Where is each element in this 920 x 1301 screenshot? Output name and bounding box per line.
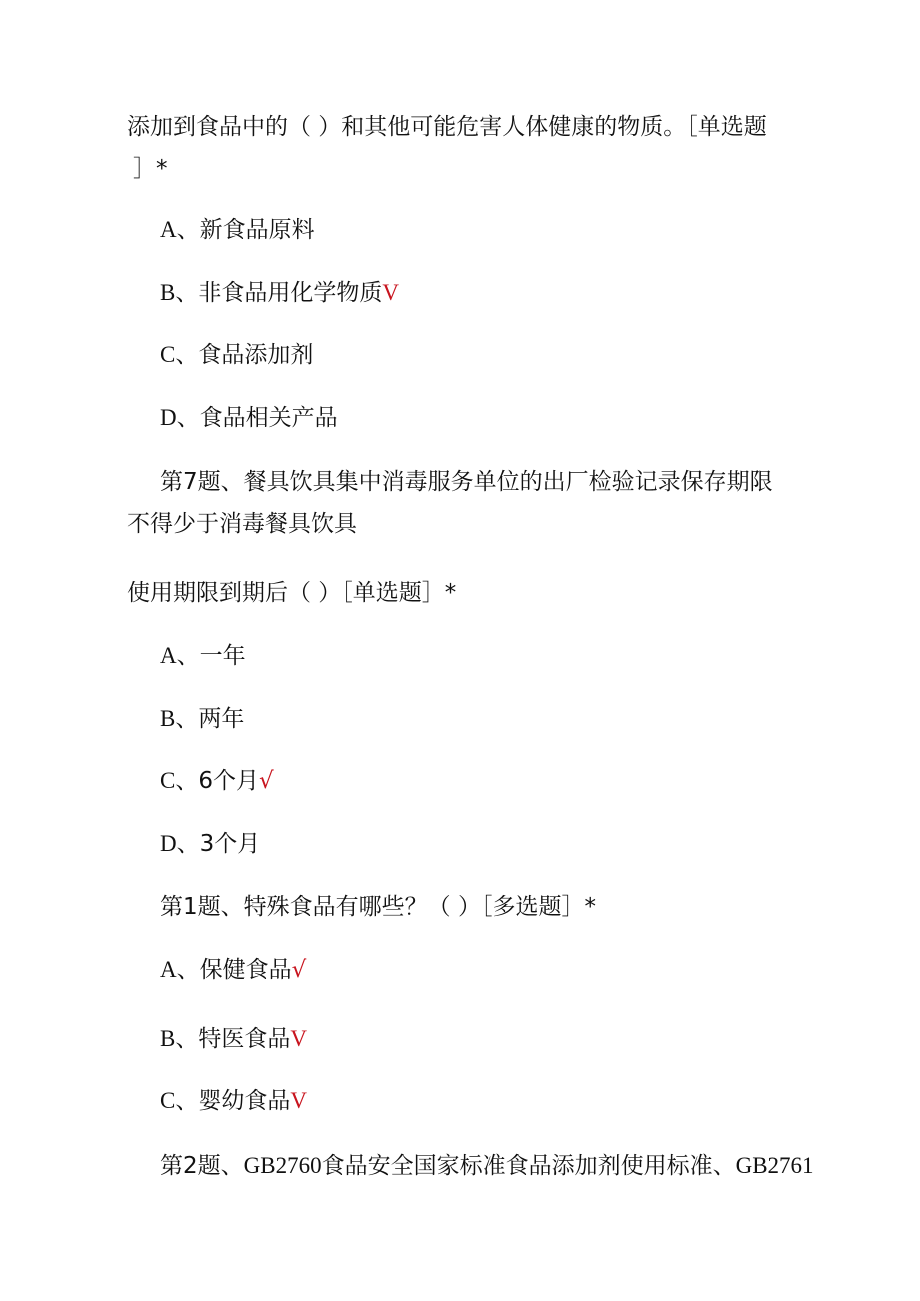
option-a xyxy=(160,641,246,671)
option-c xyxy=(160,1086,307,1116)
option-text: 婴幼食品 xyxy=(198,1088,291,1114)
question-stem-line xyxy=(160,892,596,922)
option-letter: B、 xyxy=(160,280,199,305)
answer-mark: V xyxy=(382,280,399,305)
answer-mark: √ xyxy=(258,768,274,794)
option-c xyxy=(160,766,274,796)
option-b xyxy=(160,278,399,308)
question-stem-line: 不得少于消毒餐具饮具 xyxy=(127,511,357,537)
question-stem-line xyxy=(160,467,773,497)
question-stem-line xyxy=(160,1151,814,1181)
option-letter: D、 xyxy=(160,405,200,430)
option-text: 食品相关产品 xyxy=(199,405,338,431)
option-letter: A、 xyxy=(160,643,200,668)
option-text: 非食品用化学物质 xyxy=(198,280,383,306)
option-letter: C、 xyxy=(160,342,199,367)
option-d xyxy=(160,403,338,433)
option-letter: C、 xyxy=(160,768,199,793)
question-stem-text: 食品安全国家标准食品添加剂使用标准 xyxy=(321,1153,713,1179)
answer-mark: V xyxy=(290,1026,307,1051)
option-letter: D、 xyxy=(160,831,200,856)
question-number: 第7题 xyxy=(160,469,221,495)
option-text: 食品添加剂 xyxy=(198,342,314,368)
option-text: 6个月 xyxy=(198,768,259,794)
option-letter: B、 xyxy=(160,706,199,731)
question-stem-line: 添加到食品中的（ ）和其他可能危害人体健康的物质。［单选题 xyxy=(127,114,767,140)
option-b xyxy=(160,704,244,734)
standard-code: 、GB2760 xyxy=(220,1153,322,1178)
question-number: 第1题 xyxy=(160,894,221,920)
option-text: 特医食品 xyxy=(198,1026,291,1052)
option-text: 新食品原料 xyxy=(199,217,315,243)
option-text: 3个月 xyxy=(199,831,261,857)
question-stem-text: 、特殊食品有哪些？（ ）［多选题］* xyxy=(220,894,596,920)
option-c xyxy=(160,340,313,370)
option-text: 保健食品 xyxy=(199,957,292,983)
option-a xyxy=(160,215,315,245)
question-number: 第2题 xyxy=(160,1153,221,1179)
option-d xyxy=(160,829,260,859)
option-text: 一年 xyxy=(199,643,246,669)
option-b xyxy=(160,1024,307,1054)
option-letter: A、 xyxy=(160,217,200,242)
option-letter: A、 xyxy=(160,957,200,982)
question-stem-line: ］* xyxy=(133,156,168,182)
option-letter: B、 xyxy=(160,1026,199,1051)
answer-mark: V xyxy=(290,1088,307,1113)
option-a xyxy=(160,955,306,985)
option-text: 两年 xyxy=(198,706,245,732)
answer-mark: √ xyxy=(291,957,307,983)
option-letter: C、 xyxy=(160,1088,199,1113)
question-stem-text: 、餐具饮具集中消毒服务单位的出厂检验记录保存期限 xyxy=(220,469,773,495)
question-stem-line: 使用期限到期后（ ）［单选题］* xyxy=(127,580,457,606)
standard-code: 、GB2761 xyxy=(712,1153,814,1178)
